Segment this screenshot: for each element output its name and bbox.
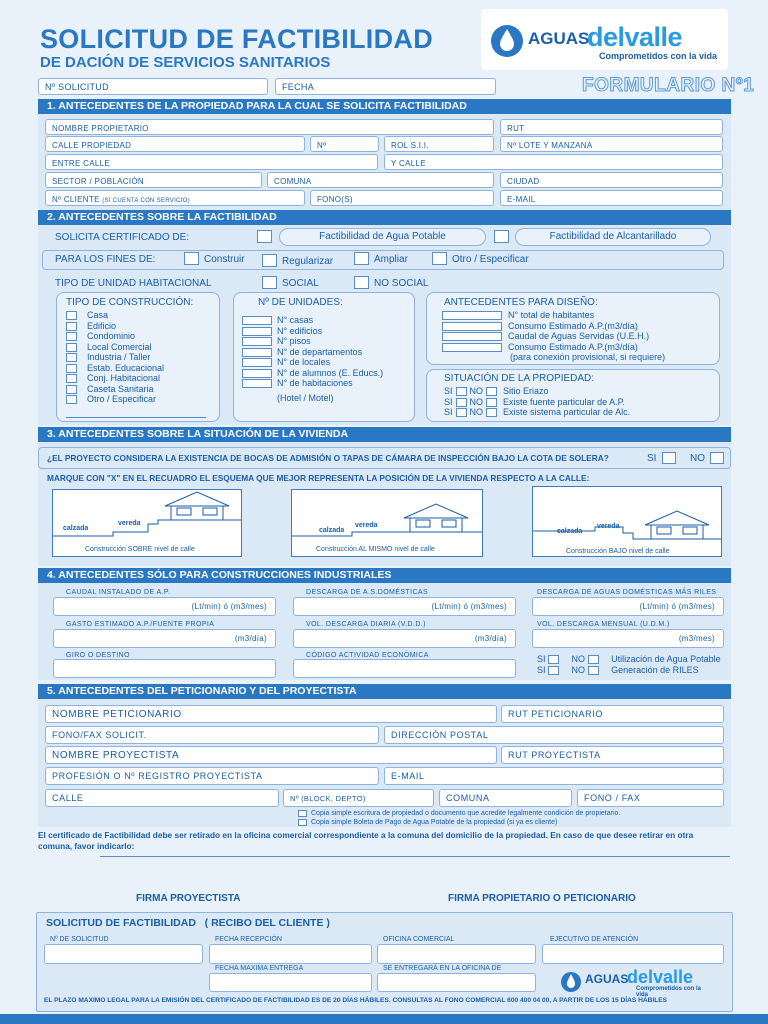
ampliar-checkbox[interactable] — [354, 252, 369, 265]
tipo-construccion-input[interactable] — [66, 343, 77, 352]
situacion-si-checkbox[interactable] — [456, 408, 467, 417]
codigo-field[interactable] — [293, 659, 516, 678]
unidades-input[interactable] — [242, 316, 272, 325]
diseno-input[interactable] — [442, 343, 502, 352]
gasto-unit: (m3/día) — [234, 634, 267, 643]
no-social-checkbox[interactable] — [354, 276, 369, 289]
ampliar-label: Ampliar — [374, 254, 408, 265]
diseno-item — [442, 342, 649, 353]
fono-fax2-field[interactable] — [577, 789, 724, 807]
vol-diaria-label: VOL. DESCARGA DIARIA (V.D.D.) — [306, 621, 426, 628]
comuna-proyectista-field[interactable] — [439, 789, 572, 807]
situacion-no-label: NO — [469, 386, 484, 396]
unidades-item — [242, 315, 383, 326]
agua-si-label: SI — [537, 654, 546, 664]
fono-fax2-label: FONO / FAX — [584, 793, 641, 803]
email-proyectista-field[interactable] — [384, 767, 724, 785]
comuna-label: COMUNA — [274, 177, 312, 186]
unidades-item — [242, 347, 383, 358]
regularizar-checkbox[interactable] — [262, 254, 277, 267]
unidades-item — [242, 357, 383, 368]
y-calle-field[interactable] — [384, 154, 723, 170]
social-checkbox[interactable] — [262, 276, 277, 289]
receipt-logo-delvalle: delvalle — [627, 967, 694, 987]
situacion-item — [444, 407, 630, 418]
email-label: E-MAIL — [507, 195, 536, 204]
unidades-item — [242, 336, 383, 347]
lote-manzana-field[interactable] — [500, 136, 723, 152]
nombre-propietario-label: NOMBRE PROPIETARIO — [52, 124, 149, 133]
water-drop-icon — [490, 21, 524, 61]
unidades-item — [242, 368, 383, 379]
vereda-label-3: vereda — [597, 523, 620, 530]
nombre-peticionario-field[interactable] — [45, 705, 497, 723]
situacion-si-label: SI — [444, 407, 453, 417]
agua-si-checkbox[interactable] — [548, 655, 559, 664]
nombre-proyectista-field[interactable] — [45, 746, 497, 764]
situacion-no-label: NO — [469, 396, 484, 407]
unidades-input[interactable] — [242, 327, 272, 336]
diseno-item-label: Caudal de Aguas Servidas (U.E.H.) — [508, 331, 650, 341]
logo-tagline: Comprometidos con la vida — [599, 51, 718, 61]
n-cliente-label: Nº CLIENTE — [52, 195, 100, 204]
rut-peticionario-label: RUT PETICIONARIO — [508, 709, 603, 719]
n-solicitud-field[interactable] — [38, 78, 268, 95]
numero-field[interactable] — [310, 136, 379, 152]
vol-diaria-field[interactable] — [293, 629, 516, 648]
social-label: SOCIAL — [282, 278, 319, 289]
codigo-label: CÓDIGO ACTIVIDAD ECONÓMICA — [306, 652, 429, 659]
calle-field[interactable] — [45, 789, 279, 807]
otro-especificar-line — [66, 417, 206, 418]
tipo-construccion-item-label: Conj. Habitacional — [87, 373, 161, 383]
alcantarillado-checkbox[interactable] — [494, 230, 509, 243]
calzada-label-1: calzada — [63, 525, 89, 532]
situacion-no-checkbox[interactable] — [486, 387, 497, 396]
diseno-item — [442, 310, 649, 321]
retiro-note: El certificado de Factibilidad debe ser retirado en la oficina comercial correspondiente a la comuna del domicilio de la propiedad. En caso de que desee retirar en otra comuna, favor indicarlo: — [38, 830, 694, 851]
n-solicitud-label: Nº SOLICITUD — [45, 82, 109, 92]
sector-field[interactable] — [45, 172, 262, 188]
tipo-construccion-input[interactable] — [66, 353, 77, 362]
diseno-input[interactable] — [442, 311, 502, 320]
tipo-construccion-list — [66, 310, 164, 405]
descarga-riles-unit: (Lt/min) ó (m3/mes) — [639, 602, 715, 611]
house-bajo-nivel-icon — [533, 487, 721, 556]
gasto-field[interactable] — [53, 629, 276, 648]
cota-si-label: SI — [647, 453, 657, 464]
tipo-construccion-item-label: Edificio — [87, 320, 117, 331]
fines-label: PARA LOS FINES DE: — [55, 254, 156, 265]
descarga-riles-label: DESCARGA DE AGUAS DOMÉSTICAS MÁS RILES — [537, 589, 717, 596]
logo-word-aguas: AGUAS — [528, 29, 590, 48]
tipo-construccion-item-label: Casa — [87, 310, 109, 320]
gasto-label: GASTO ESTIMADO A.P./FUENTE PROPIA — [66, 621, 215, 628]
unidades-input[interactable] — [242, 348, 272, 357]
tipo-construccion-input[interactable] — [66, 395, 77, 404]
n-cliente-field[interactable] — [45, 190, 305, 206]
agua-potable-label: Factibilidad de Agua Potable — [319, 231, 446, 242]
calle-propiedad-label: CALLE PROPIEDAD — [52, 141, 132, 150]
section-3-title: 3. ANTECEDENTES SOBRE LA SITUACIÓN DE LA VIVIENDA — [38, 427, 731, 442]
receipt-fecha-maxima-field[interactable] — [209, 973, 372, 992]
diseno-item-label: Consumo Estimado A.P.(m3/día) — [508, 320, 638, 331]
situacion-item — [444, 386, 630, 397]
tipo-construccion-item — [66, 310, 164, 321]
unidades-item-label: N° de locales — [277, 357, 331, 367]
sketch-sobre[interactable] — [52, 489, 242, 557]
situacion-si-label: SI — [444, 386, 453, 396]
rut-field[interactable] — [500, 119, 723, 135]
receipt-ejecutivo-label: EJECUTIVO DE ATENCIÓN — [550, 936, 639, 943]
unidades-item-label: N° edificios — [277, 325, 323, 336]
tipo-construccion-item — [66, 321, 164, 332]
vol-mensual-unit: (m3/mes) — [678, 634, 715, 643]
firma-proyectista-label: FIRMA PROYECTISTA — [136, 893, 241, 904]
vol-mensual-label: VOL. DESCARGA MENSUAL (U.D.M.) — [537, 621, 670, 628]
receipt-n-solicitud-label: Nº DE SOLICITUD — [50, 936, 109, 943]
diseno-title: ANTECEDENTES PARA DISEÑO: — [444, 297, 598, 308]
vereda-label-1: vereda — [118, 520, 141, 527]
unidades-title: Nº DE UNIDADES: — [258, 297, 343, 308]
tipo-construccion-item-label: Local Comercial — [87, 341, 152, 352]
otro-checkbox[interactable] — [432, 252, 447, 265]
entre-calle-field[interactable] — [45, 154, 378, 170]
situacion-title: SITUACIÓN DE LA PROPIEDAD: — [444, 373, 595, 384]
diseno-input[interactable] — [442, 332, 502, 341]
profesion-field[interactable] — [45, 767, 379, 785]
unidades-list — [242, 315, 383, 389]
tipo-construccion-item-label: Condominio — [87, 331, 136, 341]
gen-riles-label: Generación de RILES — [611, 664, 699, 675]
cota-si-checkbox[interactable] — [662, 452, 676, 464]
vol-diaria-unit: (m3/día) — [474, 634, 507, 643]
y-calle-label: Y CALLE — [391, 159, 426, 168]
receipt-n-solicitud-field[interactable] — [44, 944, 203, 964]
cota-no-checkbox[interactable] — [710, 452, 724, 464]
nombre-proyectista-label: NOMBRE PROYECTISTA — [52, 750, 180, 761]
diseno-list — [442, 310, 649, 352]
caption-sobre: Construcción SOBRE nivel de calle — [85, 546, 195, 553]
unidades-input[interactable] — [242, 337, 272, 346]
situacion-item — [444, 397, 630, 408]
situacion-item-label: Sitio Eriazo — [503, 386, 549, 396]
section-5-title: 5. ANTECEDENTES DEL PETICIONARIO Y DEL PROYECTISTA — [38, 684, 731, 699]
caption-bajo: Construcción BAJO nivel de calle — [566, 548, 670, 555]
vereda-label-2: vereda — [355, 522, 378, 529]
rut-proyectista-label: RUT PROYECTISTA — [508, 750, 601, 760]
fono-fax-field[interactable] — [45, 726, 379, 744]
otro-label: Otro / Especificar — [452, 254, 529, 265]
fecha-field[interactable] — [275, 78, 496, 95]
unidades-input[interactable] — [242, 369, 272, 378]
n-cliente-note: (SI CUENTA CON SERVICIO) — [102, 198, 190, 204]
receipt-fecha-maxima-label: FECHA MAXIMA ENTREGA — [215, 965, 304, 972]
unidades-item-label: N° casas — [277, 315, 314, 325]
sketch-mismo[interactable] — [291, 489, 483, 557]
tipo-construccion-input[interactable] — [66, 332, 77, 341]
diseno-input[interactable] — [442, 322, 502, 331]
agua-no-label: NO — [571, 654, 586, 664]
fonos-field[interactable] — [310, 190, 494, 206]
situacion-no-checkbox[interactable] — [486, 408, 497, 417]
tipo-construccion-item-label: Industria / Taller — [87, 352, 151, 362]
unidades-item — [242, 326, 383, 337]
fonos-label: FONO(S) — [317, 195, 353, 204]
numero-block-field[interactable] — [283, 789, 434, 807]
situacion-no-label: NO — [469, 407, 484, 417]
rut-label: RUT — [507, 124, 525, 133]
sector-label: SECTOR / POBLACIÓN — [52, 177, 144, 186]
receipt-se-entregara-field[interactable] — [377, 973, 536, 992]
caudal-unit: (Lt/min) ó (m3/mes) — [191, 602, 267, 611]
descarga-riles-field[interactable] — [532, 597, 724, 616]
construir-label: Construir — [204, 254, 245, 265]
agua-no-checkbox[interactable] — [588, 655, 599, 664]
tipo-construccion-title: TIPO DE CONSTRUCCIÓN: — [66, 297, 194, 308]
ciudad-label: CIUDAD — [507, 177, 540, 186]
riles-si-label: SI — [537, 664, 546, 675]
logo-word-delvalle: delvalle — [587, 22, 683, 52]
tipo-construccion-item-label: Caseta Sanitaria — [87, 383, 154, 394]
receipt-ejecutivo-field[interactable] — [542, 944, 724, 964]
agua-potable-pill — [279, 228, 486, 246]
riles-no-label: NO — [571, 664, 586, 675]
giro-label: GIRO O DESTINO — [66, 652, 130, 659]
calle-propiedad-field[interactable] — [45, 136, 305, 152]
rut-proyectista-field[interactable] — [501, 746, 724, 764]
situacion-item-label: Existe fuente particular de A.P. — [503, 396, 625, 407]
rol-sii-label: ROL S.I.I. — [391, 141, 429, 150]
otra-comuna-field[interactable] — [100, 842, 730, 857]
tipo-construccion-input[interactable] — [66, 322, 77, 331]
sketch-bajo[interactable] — [532, 486, 722, 557]
profesion-label: PROFESIÓN O Nº REGISTRO PROYECTISTA — [52, 771, 263, 781]
nombre-peticionario-label: NOMBRE PETICIONARIO — [52, 709, 182, 720]
descarga-dom-label: DESCARGA DE A.S.DOMÉSTICAS — [306, 589, 429, 596]
tipo-construccion-item — [66, 363, 164, 374]
fecha-label: FECHA — [282, 82, 315, 92]
tipo-construccion-item — [66, 342, 164, 353]
calzada-label-3: calzada — [557, 528, 583, 535]
util-agua-label: Utilización de Agua Potable — [611, 654, 721, 664]
receipt-logo-aguas: AGUAS — [585, 972, 629, 986]
descarga-dom-unit: (Lt/min) ó (m3/mes) — [431, 602, 507, 611]
tipo-construccion-input[interactable] — [66, 374, 77, 383]
calzada-label-2: calzada — [319, 527, 345, 534]
tipo-construccion-item-label: Otro / Especificar — [87, 394, 157, 404]
situacion-item-label: Existe sistema particular de Alc. — [503, 407, 631, 417]
agua-potable-checkbox[interactable] — [257, 230, 272, 243]
receipt-logo — [560, 966, 710, 996]
no-social-label: NO SOCIAL — [374, 278, 429, 289]
receipt-title: SOLICITUD DE FACTIBILIDAD ( RECIBO DEL CLIENTE ) — [46, 917, 330, 929]
tipo-unidad-label: TIPO DE UNIDAD HABITACIONAL — [55, 278, 212, 289]
diseno-item-label: N° total de habitantes — [508, 310, 595, 320]
rut-peticionario-field[interactable] — [501, 705, 724, 723]
tipo-construccion-item — [66, 352, 164, 363]
industrial-flags — [537, 654, 721, 675]
adjuntos-list — [298, 809, 620, 827]
page-subtitle: DE DACIÓN DE SERVICIOS SANITARIOS — [40, 54, 331, 71]
caption-mismo: Construcción AL MISMO nivel de calle — [316, 546, 435, 553]
caudal-label: CAUDAL INSTALADO DE A.P. — [66, 589, 171, 596]
receipt-fecha-recepcion-field[interactable] — [209, 944, 372, 964]
copia-boleta-checkbox[interactable] — [298, 819, 307, 826]
diseno-note: (para conexión provisional, si requiere) — [510, 352, 666, 362]
situacion-list — [444, 386, 630, 418]
direccion-postal-field[interactable] — [384, 726, 724, 744]
receipt-oficina-field[interactable] — [377, 944, 536, 964]
bottom-bar — [0, 1014, 768, 1024]
riles-no-checkbox[interactable] — [588, 666, 599, 675]
unidades-note: (Hotel / Motel) — [277, 393, 334, 403]
receipt-oficina-label: OFICINA COMERCIAL — [383, 936, 455, 943]
firma-propietario-label: FIRMA PROPIETARIO O PETICIONARIO — [448, 893, 636, 904]
situacion-si-label: SI — [444, 396, 453, 407]
email-field[interactable] — [500, 190, 723, 206]
calle-label: CALLE — [52, 793, 84, 803]
unidades-item-label: N° de alumnos (E. Educs.) — [277, 367, 384, 378]
numero-block-label: Nº (BLOCK, DEPTO) — [290, 794, 366, 803]
numero-label: Nº — [317, 141, 327, 150]
direccion-postal-label: DIRECCIÓN POSTAL — [391, 730, 489, 740]
unidades-item-label: N° pisos — [277, 336, 311, 346]
comuna-field[interactable] — [267, 172, 494, 188]
email-proyectista-label: E-MAIL — [391, 771, 425, 781]
situacion-si-checkbox[interactable] — [456, 398, 467, 407]
section-4-title: 4. ANTECEDENTES SÓLO PARA CONSTRUCCIONES INDUSTRIALES — [38, 568, 731, 583]
logo — [481, 9, 728, 70]
unidades-item-label: N° de habitaciones — [277, 378, 353, 388]
fono-fax-label: FONO/FAX SOLICIT. — [52, 730, 147, 740]
receipt-logo-tagline: Comprometidos con la vida — [636, 986, 702, 998]
diseno-item — [442, 321, 649, 332]
tipo-construccion-item — [66, 373, 164, 384]
situacion-no-checkbox[interactable] — [486, 398, 497, 407]
section-1-title: 1. ANTECEDENTES DE LA PROPIEDAD PARA LA CUAL SE SOLICITA FACTIBILIDAD — [38, 99, 731, 114]
cota-no-label: NO — [690, 453, 705, 464]
unidades-input[interactable] — [242, 379, 272, 388]
riles-si-checkbox[interactable] — [548, 666, 559, 675]
tipo-construccion-item — [66, 384, 164, 395]
situacion-si-checkbox[interactable] — [456, 387, 467, 396]
rol-sii-field[interactable] — [384, 136, 494, 152]
diseno-item-label: Consumo Estimado A.P.(m3/día) — [508, 341, 638, 352]
tipo-construccion-item-label: Estab. Educacional — [87, 362, 165, 373]
tipo-construccion-item — [66, 394, 164, 405]
unidades-item-label: N° de departamentos — [277, 346, 363, 357]
ciudad-field[interactable] — [500, 172, 723, 188]
page-title: SOLICITUD DE FACTIBILIDAD — [40, 24, 433, 54]
lote-manzana-label: Nº LOTE Y MANZANA — [507, 141, 593, 150]
regularizar-label: Regularizar — [282, 256, 334, 267]
tipo-construccion-item — [66, 331, 164, 342]
giro-field[interactable] — [53, 659, 276, 678]
entre-calle-label: ENTRE CALLE — [52, 159, 110, 168]
form-number: FORMULARIO Nº1 — [582, 75, 755, 96]
esquema-instruction: MARQUE CON "X" EN EL RECUADRO EL ESQUEMA QUE MEJOR REPRESENTA LA POSICIÓN DE LA VIVIENDA RESPECTO A LA CALLE: — [47, 473, 590, 483]
diseno-item — [442, 331, 649, 342]
solicita-certificado-label: SOLICITA CERTIFICADO DE: — [55, 232, 190, 243]
unidades-item — [242, 378, 383, 389]
copia-boleta-label: Copia simple Boleta de Pago de Agua Potable de la propiedad (si ya es cliente) — [311, 819, 558, 826]
nombre-propietario-field[interactable] — [45, 119, 494, 135]
comuna-proyectista-label: COMUNA — [446, 793, 490, 803]
receipt-fecha-recepcion-label: FECHA RECEPCIÓN — [215, 936, 282, 943]
tipo-construccion-input[interactable] — [66, 385, 77, 394]
alcantarillado-label: Factibilidad de Alcantarillado — [549, 231, 677, 242]
caudal-field[interactable] — [53, 597, 276, 616]
vol-mensual-field[interactable] — [532, 629, 724, 648]
receipt-se-entregara-label: SE ENTREGARÁ EN LA OFICINA DE — [383, 965, 502, 972]
tipo-construccion-input[interactable] — [66, 311, 77, 320]
copia-escritura-label: Copia simple escritura de propiedad o documento que acredite legalmente condición de propietario. — [311, 810, 621, 817]
tipo-construccion-input[interactable] — [66, 364, 77, 373]
receipt-water-drop-icon — [560, 970, 582, 994]
receipt-plazo: EL PLAZO MAXIMO LEGAL PARA LA EMISIÓN DEL CERTIFICADO DE FACTIBILIDAD ES DE 20 DÍAS HÁBILES. CONSULTAS AL FONO COMERCIAL 600 400 04 00, A PARTIR DE LOS 15 DÍAS HÁBILES — [44, 997, 668, 1004]
unidades-input[interactable] — [242, 358, 272, 367]
alcantarillado-pill — [515, 228, 711, 246]
descarga-dom-field[interactable] — [293, 597, 516, 616]
cota-question: ¿EL PROYECTO CONSIDERA LA EXISTENCIA DE BOCAS DE ADMISIÓN O TAPAS DE CÁMARA DE INSPECCIÓN BAJO LA COTA DE SOLERA? — [47, 453, 609, 463]
construir-checkbox[interactable] — [184, 252, 199, 265]
copia-escritura-checkbox[interactable] — [298, 810, 307, 817]
section-2-title: 2. ANTECEDENTES SOBRE LA FACTIBILIDAD — [38, 210, 731, 225]
